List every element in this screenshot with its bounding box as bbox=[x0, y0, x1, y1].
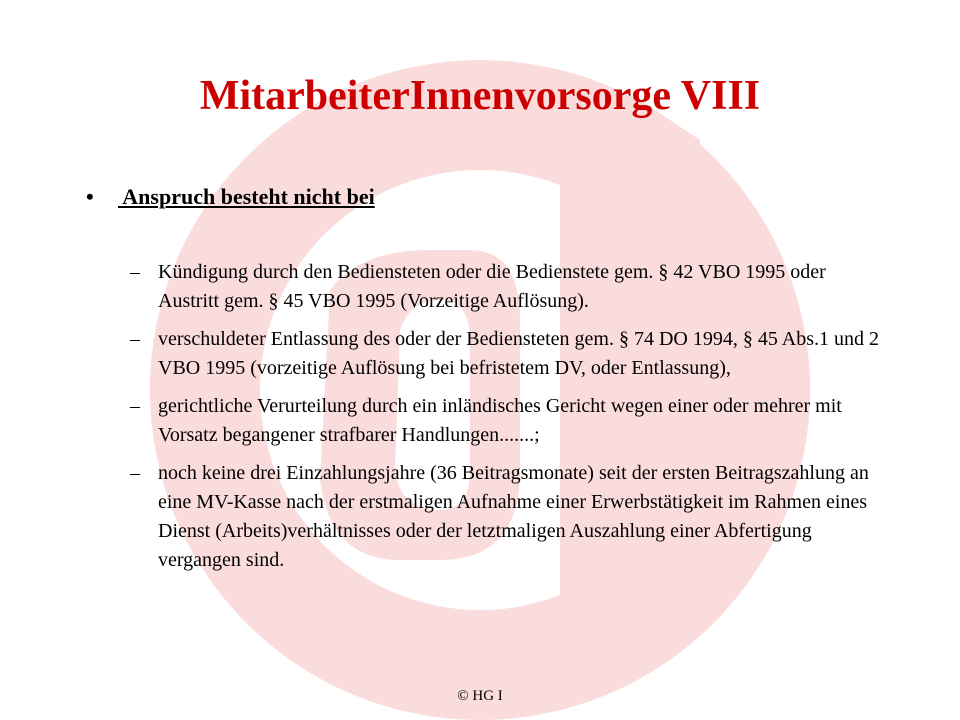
list-item bbox=[130, 392, 890, 450]
list-item-text: noch keine drei Einzahlungsjahre (36 Beitragsmonate) seit der ersten Beitragszahlung an eine MV-Kasse nach der erstmaligen Aufnahme einer Erwerbstätigkeit im Rahmen eines Dienst (Arbeits)verhältnisses oder der letztmaligen Auszahlung einer Abfertigung vergangen sind. bbox=[158, 462, 869, 571]
bullet-heading: Anspruch besteht nicht bei bbox=[118, 184, 375, 209]
main-bullet bbox=[86, 182, 375, 212]
list-item-text: verschuldeter Entlassung des oder der Bediensteten gem. § 74 DO 1994, § 45 Abs.1 und 2 VBO 1995 (vorzeitige Auflösung bei befristetem DV, oder Entlassung), bbox=[158, 328, 879, 379]
dash-marker: – bbox=[130, 395, 140, 417]
dash-marker: – bbox=[130, 462, 140, 484]
slide-title: MitarbeiterInnenvorsorge VIII bbox=[199, 73, 761, 119]
list-item-text: gerichtliche Verurteilung durch ein inländisches Gericht wegen einer oder mehrer mit Vorsatz begangener strafbarer Handlungen.......; bbox=[158, 395, 842, 446]
list-item bbox=[130, 258, 890, 316]
dash-marker: – bbox=[130, 328, 140, 350]
list-item-text: Kündigung durch den Bediensteten oder die Bedienstete gem. § 42 VBO 1995 oder Austritt gem. § 45 VBO 1995 (Vorzeitige Auflösung). bbox=[158, 261, 826, 312]
list-item bbox=[130, 459, 890, 575]
list-item bbox=[130, 325, 890, 383]
dash-marker: – bbox=[130, 261, 140, 283]
bullet-marker: • bbox=[86, 184, 94, 209]
footer-copyright: © HG I bbox=[457, 688, 503, 704]
sub-bullet-list bbox=[130, 258, 890, 584]
